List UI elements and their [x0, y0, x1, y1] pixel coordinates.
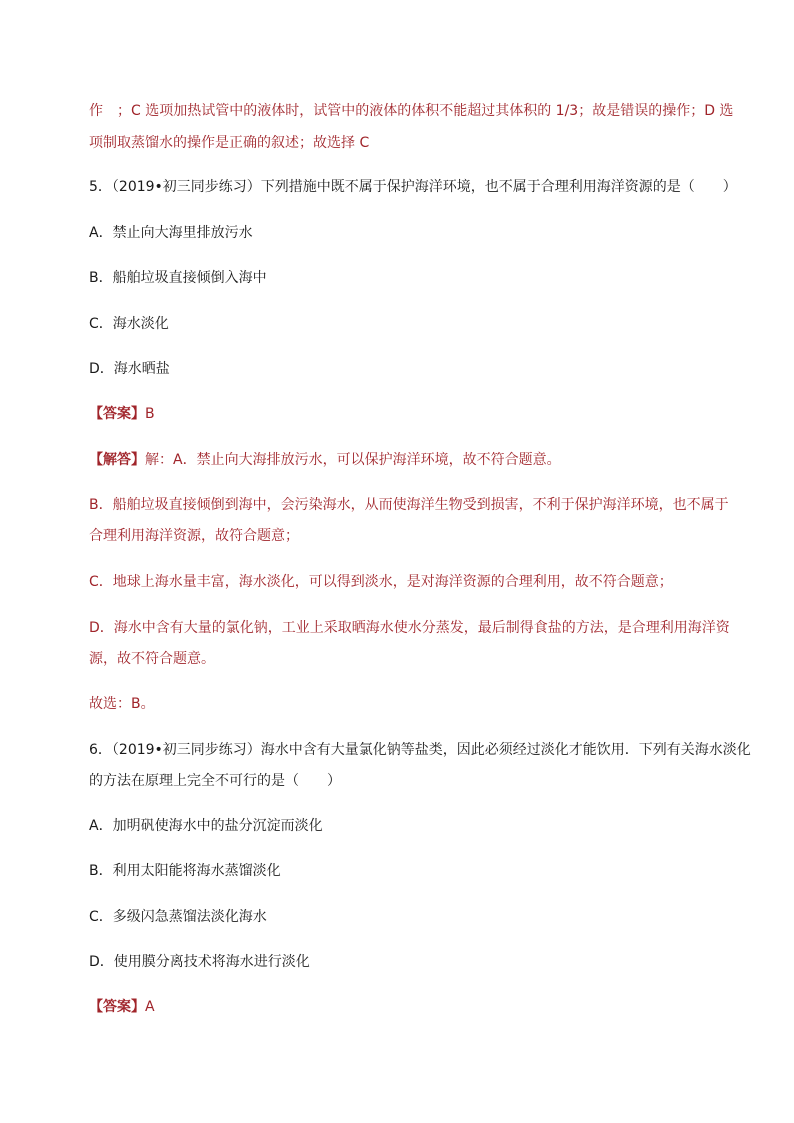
question-5-option-a: A．禁止向大海里排放污水: [89, 225, 253, 241]
question-5-stem: 5．（2019•初三同步练习）下列措施中既不属于保护海洋环境，也不属于合理利用海洋资源的是（ ）: [89, 179, 737, 195]
question-6-answer: [89, 997, 155, 1017]
question-5-analysis-d-line-2: 源，故不符合题意。: [89, 651, 215, 667]
analysis-text: 解：A．禁止向大海排放污水，可以保护海洋环境，故不符合题意。: [145, 452, 561, 468]
prev-analysis-line-1: 作 ；C 选项加热试管中的液体时，试管中的液体的体积不能超过其体积的 1/3；故是错误的操作；D 选: [89, 103, 734, 119]
question-5-analysis-c: C．地球上海水量丰富，海水淡化，可以得到淡水，是对海洋资源的合理利用，故不符合题意；: [89, 574, 673, 590]
question-6-stem-line-2: 的方法在原理上完全不可行的是（ ）: [89, 773, 341, 789]
question-5-analysis-b-line-2: 合理利用海洋资源，故符合题意；: [89, 528, 299, 544]
question-5-answer: [89, 404, 155, 424]
question-5-option-c: C．海水淡化: [89, 316, 169, 332]
question-5-option-d: D．海水晒盐: [89, 361, 170, 377]
prev-analysis-line-2: 项制取蒸馏水的操作是正确的叙述；故选择 C: [89, 135, 370, 151]
analysis-tag: 【解答】: [89, 452, 145, 468]
question-6-option-b: B．利用太阳能将海水蒸馏淡化: [89, 863, 281, 879]
question-6-stem-line-1: 6．（2019•初三同步练习）海水中含有大量氯化钠等盐类，因此必须经过淡化才能饮用．下列有关海水淡化: [89, 742, 751, 758]
question-6-option-c: C．多级闪急蒸馏法淡化海水: [89, 909, 267, 925]
answer-tag: 【答案】: [89, 999, 145, 1015]
question-6-option-d: D．使用膜分离技术将海水进行淡化: [89, 954, 310, 970]
question-5-conclusion: 故选：B。: [89, 696, 155, 712]
question-5-analysis-line-1: [89, 450, 561, 470]
answer-tag: 【答案】: [89, 406, 145, 422]
answer-value: A: [145, 999, 155, 1015]
question-5-analysis-d-line-1: D．海水中含有大量的氯化钠，工业上采取晒海水使水分蒸发，最后制得食盐的方法，是合理利用海洋资: [89, 620, 730, 636]
question-5-option-b: B．船舶垃圾直接倾倒入海中: [89, 270, 267, 286]
answer-value: B: [145, 406, 155, 422]
question-5-analysis-b-line-1: B．船舶垃圾直接倾倒到海中，会污染海水，从而使海洋生物受到损害，不利于保护海洋环境，也不属于: [89, 497, 729, 513]
question-6-option-a: A．加明矾使海水中的盐分沉淀而淡化: [89, 818, 323, 834]
